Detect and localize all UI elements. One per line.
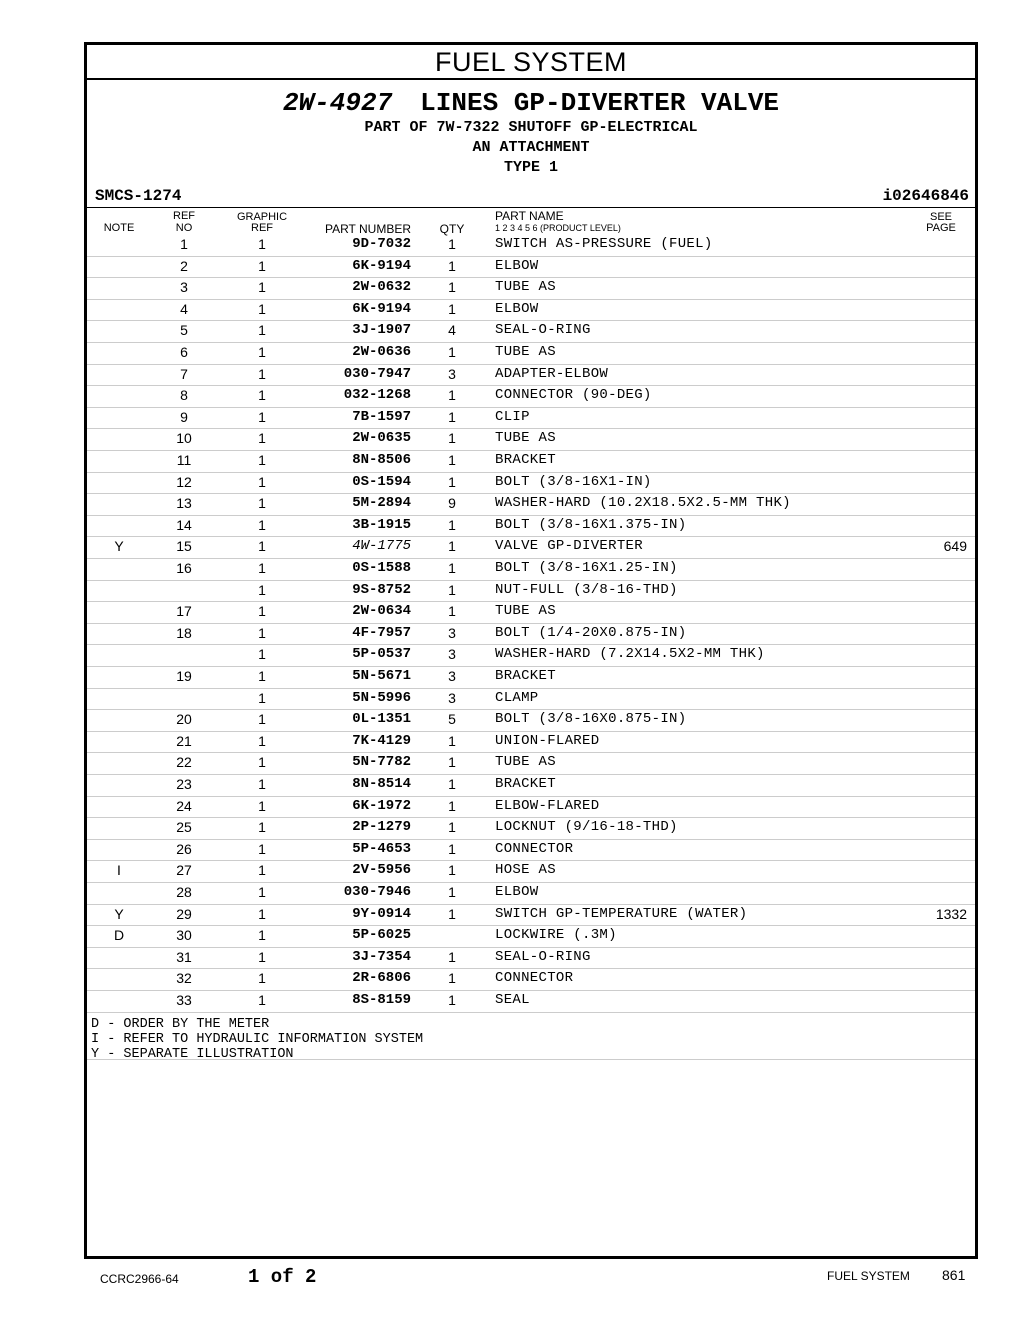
row-qty: 1	[448, 236, 456, 252]
row-ref-no: 16	[176, 560, 192, 576]
row-ref-no: 17	[176, 603, 192, 620]
row-ref-no: 19	[176, 668, 192, 684]
row-part-number[interactable]: 5P-0537	[352, 646, 411, 663]
row-see-page[interactable]: 649	[943, 538, 967, 555]
row-graphic-ref: 1	[258, 300, 266, 317]
row-qty: 9	[448, 495, 456, 512]
row-part-number[interactable]: 4F-7957	[352, 624, 411, 641]
row-part-name: HOSE AS	[495, 862, 556, 879]
row-qty: 5	[448, 711, 456, 728]
table-row	[87, 385, 975, 408]
row-part-name: ADAPTER-ELBOW	[495, 365, 609, 382]
row-part-number[interactable]: 032-1268	[343, 387, 411, 404]
row-part-name: TUBE AS	[495, 279, 556, 296]
row-note: D	[113, 927, 125, 944]
table-row	[87, 428, 975, 451]
header-see-bottom: PAGE	[926, 222, 956, 234]
row-ref-no: 31	[176, 948, 192, 965]
row-part-number[interactable]: 2W-0635	[352, 430, 411, 447]
row-graphic-ref: 1	[258, 862, 266, 879]
row-part-number[interactable]: 5P-4653	[352, 840, 411, 857]
row-part-number[interactable]: 5N-7782	[352, 754, 411, 771]
row-qty: 1	[448, 430, 456, 447]
row-qty: 3	[448, 646, 456, 663]
row-ref-no: 13	[176, 495, 192, 512]
row-part-number[interactable]: 2W-0634	[352, 603, 411, 620]
header-see-top: SEE	[929, 211, 952, 223]
table-row	[87, 450, 975, 473]
row-ref-no: 30	[176, 927, 192, 944]
row-qty: 1	[448, 279, 456, 296]
row-graphic-ref: 1	[258, 668, 266, 684]
row-part-number[interactable]: 9S-8752	[352, 581, 411, 598]
table-row	[87, 536, 975, 559]
row-part-number[interactable]: 0L-1351	[352, 711, 411, 728]
row-qty: 1	[448, 452, 456, 468]
row-part-number[interactable]: 9D-7032	[352, 236, 411, 252]
row-graphic-ref: 1	[258, 430, 266, 447]
row-part-name: TUBE AS	[495, 344, 556, 360]
row-qty: 1	[448, 538, 456, 555]
row-part-number[interactable]: 2R-6806	[352, 970, 411, 987]
row-graphic-ref: 1	[258, 236, 266, 252]
subtitle-type: TYPE 1	[503, 159, 558, 176]
row-part-name: UNION-FLARED	[495, 732, 600, 749]
subtitle-part-of: PART OF 7W-7322 SHUTOFF GP-ELECTRICAL	[364, 119, 698, 136]
table-row	[87, 407, 975, 430]
table-row	[87, 515, 975, 538]
row-part-number[interactable]: 5N-5671	[352, 668, 411, 684]
row-qty: 1	[448, 408, 456, 425]
row-ref-no: 10	[176, 430, 192, 447]
row-part-name: SEAL-O-RING	[495, 948, 591, 965]
row-part-number[interactable]: 7B-1597	[352, 408, 411, 425]
table-row	[87, 472, 975, 495]
row-part-number[interactable]: 030-7947	[343, 365, 411, 382]
table-row	[87, 299, 975, 322]
row-ref-no: 5	[180, 322, 188, 339]
row-graphic-ref: 1	[258, 473, 266, 490]
header-ref-bottom: NO	[175, 222, 193, 234]
row-part-number[interactable]: 3B-1915	[352, 516, 411, 533]
subtitle-attachment: AN ATTACHMENT	[472, 139, 590, 156]
group-title-line	[87, 87, 975, 119]
row-note: Y	[114, 538, 124, 555]
row-part-name: BOLT (3/8-16X1.25-IN)	[495, 560, 678, 576]
row-part-number[interactable]: 2V-5956	[352, 862, 411, 879]
row-ref-no: 9	[180, 408, 188, 425]
table-row	[87, 904, 975, 927]
row-part-number[interactable]: 2W-0632	[352, 279, 411, 296]
row-graphic-ref: 1	[258, 495, 266, 512]
row-graphic-ref: 1	[258, 711, 266, 728]
row-qty: 3	[448, 624, 456, 641]
row-qty: 1	[448, 840, 456, 857]
table-row	[87, 796, 975, 819]
row-part-name: LOCKNUT (9/16-18-THD)	[495, 819, 678, 836]
row-note: Y	[114, 905, 124, 922]
row-ref-no: 3	[180, 279, 188, 296]
table-row	[87, 558, 975, 581]
row-ref-no: 22	[176, 754, 192, 771]
table-row	[87, 709, 975, 732]
table-row	[87, 320, 975, 343]
row-graphic-ref: 1	[258, 452, 266, 468]
row-part-number[interactable]: 7K-4129	[352, 732, 411, 749]
row-graphic-ref: 1	[258, 732, 266, 749]
row-part-name: ELBOW-FLARED	[495, 797, 600, 814]
row-see-page[interactable]: 1332	[935, 905, 967, 922]
row-part-number[interactable]: 5M-2894	[352, 495, 411, 512]
row-part-name: BOLT (1/4-20X0.875-IN)	[495, 624, 687, 641]
header-qty: QTY	[439, 222, 465, 236]
row-part-name: NUT-FULL (3/8-16-THD)	[495, 581, 678, 598]
row-graphic-ref: 1	[258, 754, 266, 771]
row-ref-no: 26	[176, 840, 192, 857]
row-part-number[interactable]: 6K-9194	[352, 257, 411, 274]
row-part-number[interactable]: 8N-8514	[352, 776, 411, 792]
row-qty: 3	[448, 689, 456, 706]
row-part-name: ELBOW	[495, 884, 539, 900]
row-graphic-ref: 1	[258, 992, 266, 1008]
row-part-name: WASHER-HARD (10.2X18.5X2.5-MM THK)	[495, 495, 791, 512]
row-qty: 3	[448, 668, 456, 684]
row-graphic-ref: 1	[258, 257, 266, 274]
row-graphic-ref: 1	[258, 408, 266, 425]
row-ref-no: 2	[180, 257, 188, 274]
row-part-number[interactable]: 0S-1588	[352, 560, 411, 576]
row-qty: 1	[448, 344, 456, 360]
row-part-number[interactable]: 5P-6025	[352, 927, 411, 944]
row-qty: 1	[448, 754, 456, 771]
row-qty: 1	[448, 992, 456, 1008]
row-graphic-ref: 1	[258, 948, 266, 965]
row-qty: 1	[448, 732, 456, 749]
row-ref-no: 32	[176, 970, 192, 987]
table-row	[87, 882, 975, 905]
row-part-name: BRACKET	[495, 776, 556, 792]
row-graphic-ref: 1	[258, 322, 266, 339]
row-graphic-ref: 1	[258, 689, 266, 706]
row-graphic-ref: 1	[258, 840, 266, 857]
row-graphic-ref: 1	[258, 624, 266, 641]
table-row	[87, 644, 975, 667]
row-part-name: CONNECTOR	[495, 970, 574, 987]
row-qty: 4	[448, 322, 456, 339]
row-qty: 1	[448, 387, 456, 404]
row-graphic-ref: 1	[258, 927, 266, 944]
row-part-number[interactable]: 0S-1594	[352, 473, 411, 490]
table-row	[87, 666, 975, 689]
footer-page-number: 861	[942, 1267, 966, 1283]
row-part-name: SWITCH GP-TEMPERATURE (WATER)	[495, 905, 748, 922]
row-part-name: CONNECTOR (90-DEG)	[495, 387, 652, 404]
row-part-name: ELBOW	[495, 300, 539, 317]
row-qty: 1	[448, 862, 456, 879]
row-graphic-ref: 1	[258, 905, 266, 922]
table-row	[87, 990, 975, 1013]
row-graphic-ref: 1	[258, 646, 266, 663]
table-row	[87, 839, 975, 862]
row-part-number[interactable]: 8S-8159	[352, 992, 411, 1008]
row-part-name: BRACKET	[495, 668, 556, 684]
note-d: D - ORDER BY THE METER	[91, 1017, 270, 1032]
header-ref-top: REF	[173, 210, 195, 222]
table-row	[87, 277, 975, 300]
row-ref-no: 28	[176, 884, 192, 900]
table-row	[87, 623, 975, 646]
row-graphic-ref: 1	[258, 516, 266, 533]
note-y: Y - SEPARATE ILLUSTRATION	[91, 1047, 294, 1062]
row-ref-no: 29	[176, 905, 192, 922]
row-part-name: SEAL	[495, 992, 530, 1008]
note-i: I - REFER TO HYDRAULIC INFORMATION SYSTEM	[91, 1032, 424, 1047]
row-ref-no: 25	[176, 819, 192, 836]
row-part-number[interactable]: 5N-5996	[352, 689, 411, 706]
row-part-number[interactable]: 9Y-0914	[352, 905, 411, 922]
row-part-number[interactable]: 2P-1279	[352, 819, 411, 836]
row-ref-no: 6	[180, 344, 188, 360]
row-qty: 1	[448, 516, 456, 533]
row-part-name: CLAMP	[495, 689, 539, 706]
row-ref-no: 1	[180, 236, 188, 252]
row-ref-no: 11	[176, 452, 192, 468]
row-part-name: BOLT (3/8-16X1.375-IN)	[495, 516, 687, 533]
row-graphic-ref: 1	[258, 776, 266, 792]
row-ref-no: 12	[176, 473, 192, 490]
page-frame	[84, 42, 978, 1259]
row-qty: 1	[448, 473, 456, 490]
row-qty: 1	[448, 797, 456, 814]
illustration-id: i02646846	[882, 187, 969, 205]
row-graphic-ref: 1	[258, 970, 266, 987]
table-row	[87, 601, 975, 624]
table-row	[87, 731, 975, 754]
row-ref-no: 7	[180, 365, 188, 382]
group-number[interactable]: 2W-4927	[282, 88, 393, 118]
row-part-name: SWITCH AS-PRESSURE (FUEL)	[495, 236, 713, 252]
row-part-name: TUBE AS	[495, 754, 556, 771]
header-part-name: PART NAME	[495, 209, 564, 223]
footer-page-of: 1 of 2	[248, 1266, 317, 1288]
row-part-name: CONNECTOR	[495, 840, 574, 857]
row-graphic-ref: 1	[258, 279, 266, 296]
header-rule	[87, 207, 975, 208]
footer-doc-code: CCRC2966-64	[100, 1272, 179, 1286]
row-graphic-ref: 1	[258, 603, 266, 620]
header-note: NOTE	[103, 222, 135, 234]
table-row	[87, 817, 975, 840]
header-product-level: 1 2 3 4 5 6 (PRODUCT LEVEL)	[495, 223, 621, 233]
row-ref-no: 27	[176, 862, 192, 879]
row-ref-no: 4	[180, 300, 188, 317]
row-part-name: VALVE GP-DIVERTER	[495, 538, 643, 555]
row-ref-no: 33	[176, 992, 192, 1008]
row-ref-no: 15	[176, 538, 192, 555]
row-part-number[interactable]: 2W-0636	[352, 344, 411, 360]
row-note: I	[117, 862, 121, 879]
row-qty: 1	[448, 560, 456, 576]
row-ref-no: 24	[176, 797, 192, 814]
row-qty: 1	[448, 819, 456, 836]
header-graphic-bottom: REF	[251, 222, 273, 234]
row-qty: 1	[448, 257, 456, 274]
row-graphic-ref: 1	[258, 581, 266, 598]
row-part-name: CLIP	[495, 408, 530, 425]
row-graphic-ref: 1	[258, 538, 266, 555]
row-qty: 3	[448, 365, 456, 382]
row-part-name: BOLT (3/8-16X0.875-IN)	[495, 711, 687, 728]
row-graphic-ref: 1	[258, 387, 266, 404]
row-ref-no: 18	[176, 624, 192, 641]
row-ref-no: 20	[176, 711, 192, 728]
row-part-name: LOCKWIRE (.3M)	[495, 927, 617, 944]
row-part-number[interactable]: 030-7946	[343, 884, 411, 900]
table-row	[87, 364, 975, 387]
row-part-number[interactable]: 4W-1775	[352, 538, 411, 555]
group-title: LINES GP-DIVERTER VALVE	[420, 88, 780, 118]
notes-rule	[87, 1059, 975, 1060]
row-part-name: SEAL-O-RING	[495, 322, 591, 339]
row-qty: 1	[448, 970, 456, 987]
table-row	[87, 493, 975, 516]
header-part-number: PART NUMBER	[324, 222, 411, 236]
section-title: FUEL SYSTEM	[87, 45, 975, 80]
row-ref-no: 23	[176, 776, 192, 792]
row-qty: 1	[448, 300, 456, 317]
table-row	[87, 968, 975, 991]
row-part-name: WASHER-HARD (7.2X14.5X2-MM THK)	[495, 646, 765, 663]
row-qty: 1	[448, 603, 456, 620]
row-graphic-ref: 1	[258, 365, 266, 382]
row-part-name: TUBE AS	[495, 603, 556, 620]
row-graphic-ref: 1	[258, 884, 266, 900]
table-row	[87, 860, 975, 883]
table-row	[87, 256, 975, 279]
row-qty: 1	[448, 905, 456, 922]
row-ref-no: 8	[180, 387, 188, 404]
row-part-name: BRACKET	[495, 452, 556, 468]
row-graphic-ref: 1	[258, 819, 266, 836]
row-graphic-ref: 1	[258, 344, 266, 360]
row-part-name: BOLT (3/8-16X1-IN)	[495, 473, 652, 490]
row-ref-no: 14	[176, 516, 192, 533]
row-qty: 1	[448, 884, 456, 900]
row-qty: 1	[448, 581, 456, 598]
row-part-number[interactable]: 8N-8506	[352, 452, 411, 468]
header-graphic-top: GRAPHIC	[236, 211, 288, 223]
table-row	[87, 580, 975, 603]
footer-section: FUEL SYSTEM	[827, 1269, 910, 1283]
row-part-number[interactable]: 6K-9194	[352, 300, 411, 317]
row-part-number[interactable]: 3J-7354	[352, 948, 411, 965]
row-qty: 1	[448, 948, 456, 965]
row-part-name: ELBOW	[495, 257, 539, 274]
table-row	[87, 774, 975, 797]
row-graphic-ref: 1	[258, 560, 266, 576]
row-ref-no: 21	[176, 732, 192, 749]
table-row	[87, 234, 975, 257]
smcs-code: SMCS-1274	[95, 187, 182, 205]
row-qty: 1	[448, 776, 456, 792]
table-row	[87, 925, 975, 948]
row-part-number[interactable]: 6K-1972	[352, 797, 411, 814]
notes-legend	[91, 1017, 423, 1062]
row-part-number[interactable]: 3J-1907	[352, 322, 411, 339]
table-row	[87, 342, 975, 365]
table-row	[87, 947, 975, 970]
row-graphic-ref: 1	[258, 797, 266, 814]
row-part-name: TUBE AS	[495, 430, 556, 447]
table-row	[87, 688, 975, 711]
table-row	[87, 752, 975, 775]
